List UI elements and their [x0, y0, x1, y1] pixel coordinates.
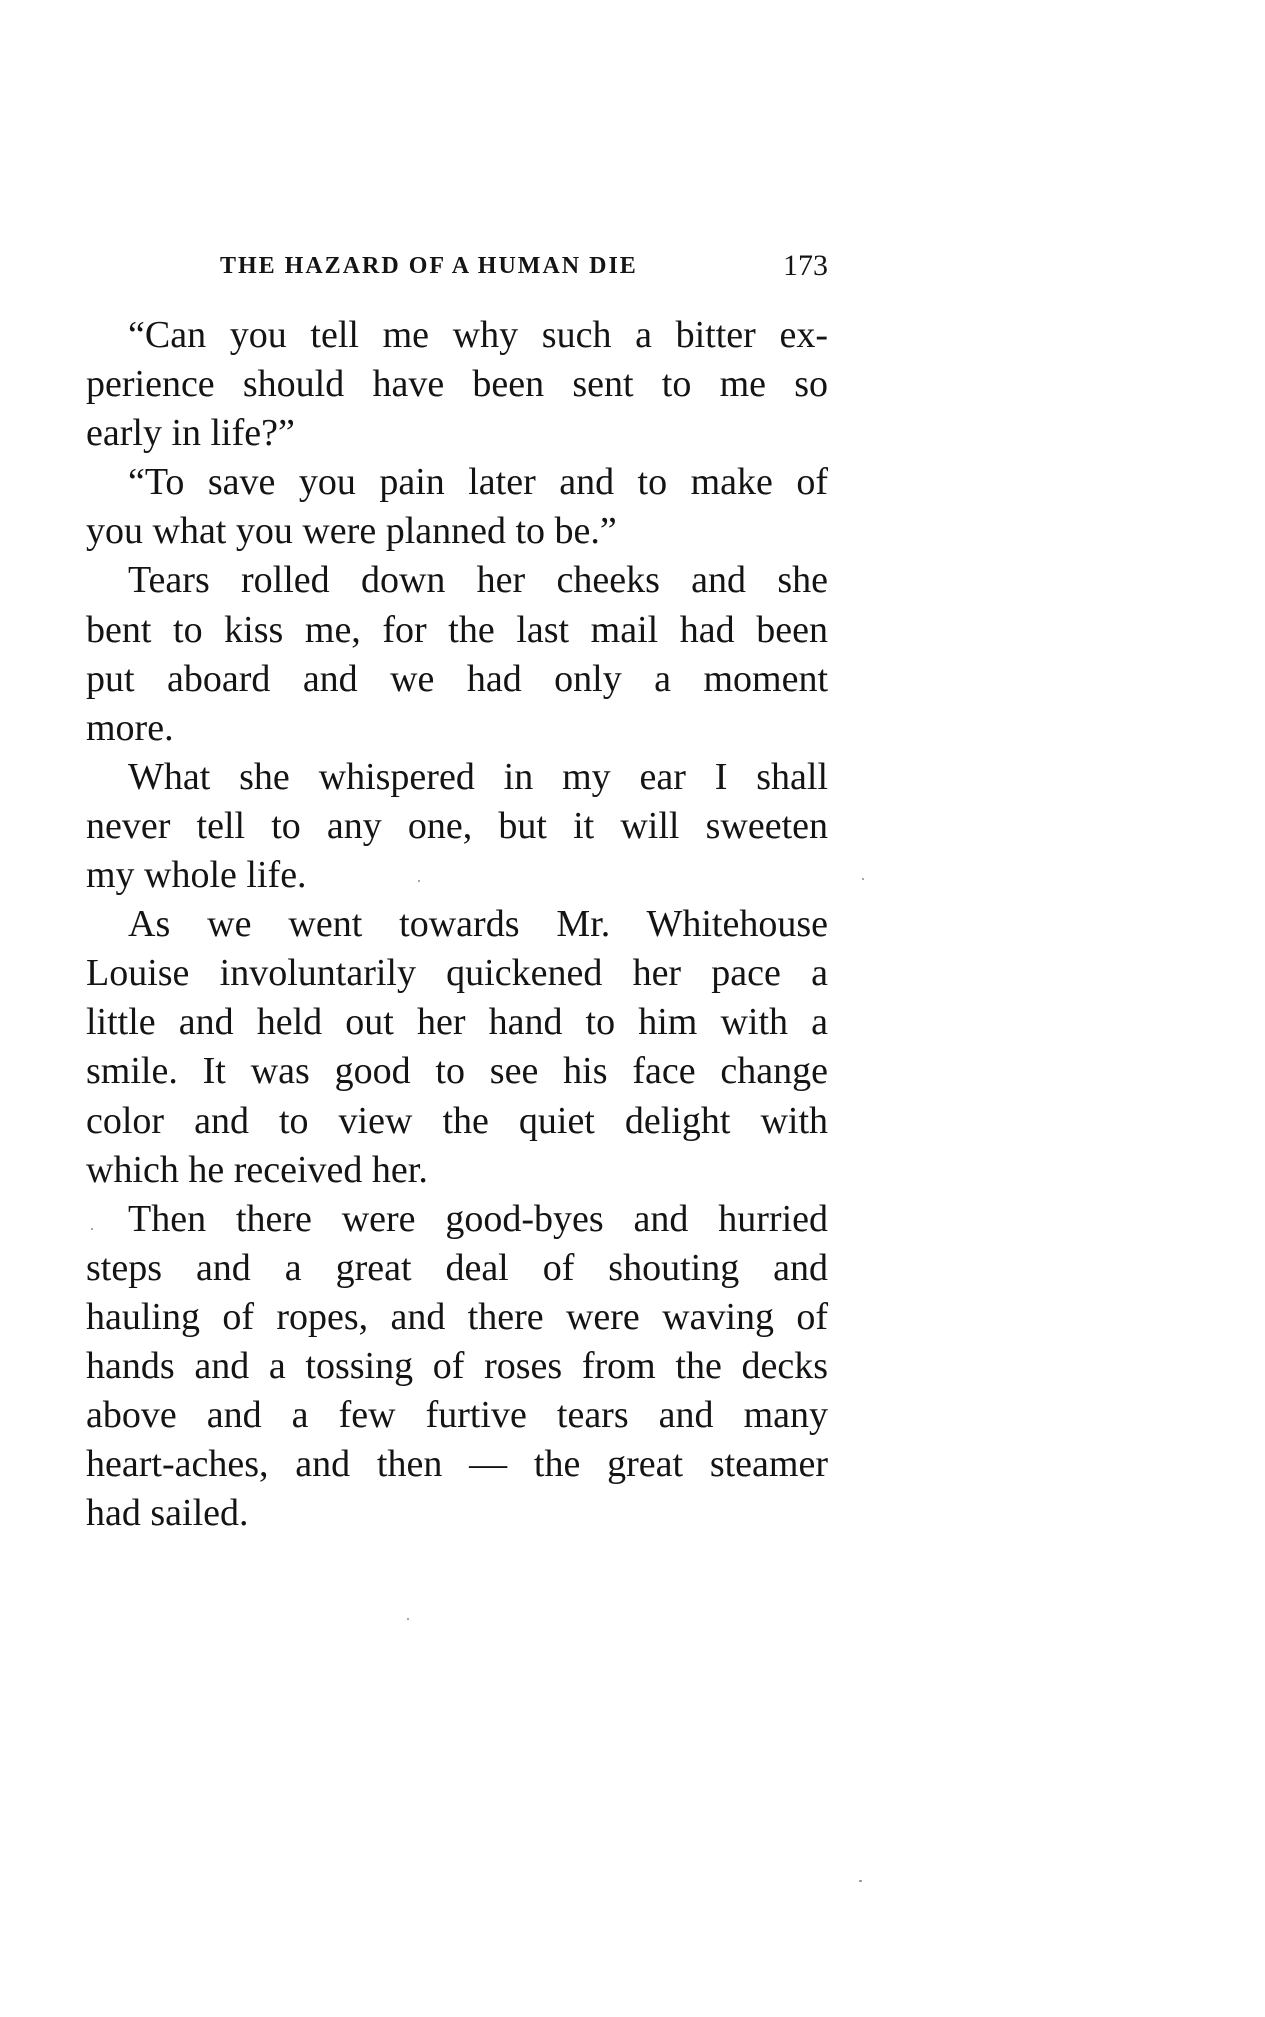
text-line: hauling of ropes, and there were waving of	[86, 1295, 828, 1338]
text-line: put aboard and we had only a moment	[86, 657, 828, 700]
text-line: color and to view the quiet delight with	[86, 1099, 828, 1142]
text-line: had sailed.	[86, 1492, 249, 1535]
text-line: Then there were good-byes and hurried	[128, 1197, 828, 1240]
scan-speck	[418, 880, 420, 882]
text-line: “Can you tell me why such a bitter ex-	[128, 314, 828, 356]
text-line: perience should have been sent to me so	[86, 363, 828, 406]
paragraph-1	[86, 311, 828, 458]
text-line: never tell to any one, but it will sweeten	[86, 804, 828, 847]
running-head	[220, 248, 828, 284]
text-line: more.	[86, 706, 174, 749]
scan-speck	[407, 1618, 409, 1620]
text-line: hands and a tossing of roses from the decks	[86, 1344, 828, 1387]
text-line: smile. It was good to see his face change	[86, 1050, 828, 1093]
paragraph-4	[86, 753, 828, 900]
text-line: above and a few furtive tears and many	[86, 1394, 828, 1437]
paragraph-3	[86, 556, 828, 752]
paragraph-5	[86, 900, 828, 1195]
scan-speck	[859, 1880, 862, 1882]
text-line: bent to kiss me, for the last mail had been	[86, 608, 828, 651]
text-line: you what you were planned to be.”	[86, 510, 617, 553]
text-line: “To save you pain later and to make of	[128, 461, 828, 504]
text-line: Louise involuntarily quickened her pace a	[86, 952, 828, 995]
running-title: THE HAZARD OF A HUMAN DIE	[220, 253, 638, 279]
text-line: which he received her.	[86, 1148, 428, 1191]
body-text	[86, 311, 828, 1538]
text-line: As we went towards Mr. Whitehouse	[128, 903, 828, 946]
page-number: 173	[783, 249, 828, 282]
text-line: little and held out her hand to him with a	[86, 1001, 828, 1044]
paragraph-6	[86, 1195, 828, 1539]
text-line: What she whispered in my ear I shall	[128, 755, 828, 798]
text-line: heart-aches, and then — the great steamer	[86, 1443, 828, 1486]
text-line: steps and a great deal of shouting and	[86, 1246, 828, 1289]
scan-speck	[91, 1228, 93, 1230]
text-line: my whole life.	[86, 854, 307, 897]
scan-speck	[862, 878, 864, 880]
text-line: early in life?”	[86, 412, 295, 455]
text-line: Tears rolled down her cheeks and she	[128, 559, 828, 602]
paragraph-2	[86, 458, 828, 556]
